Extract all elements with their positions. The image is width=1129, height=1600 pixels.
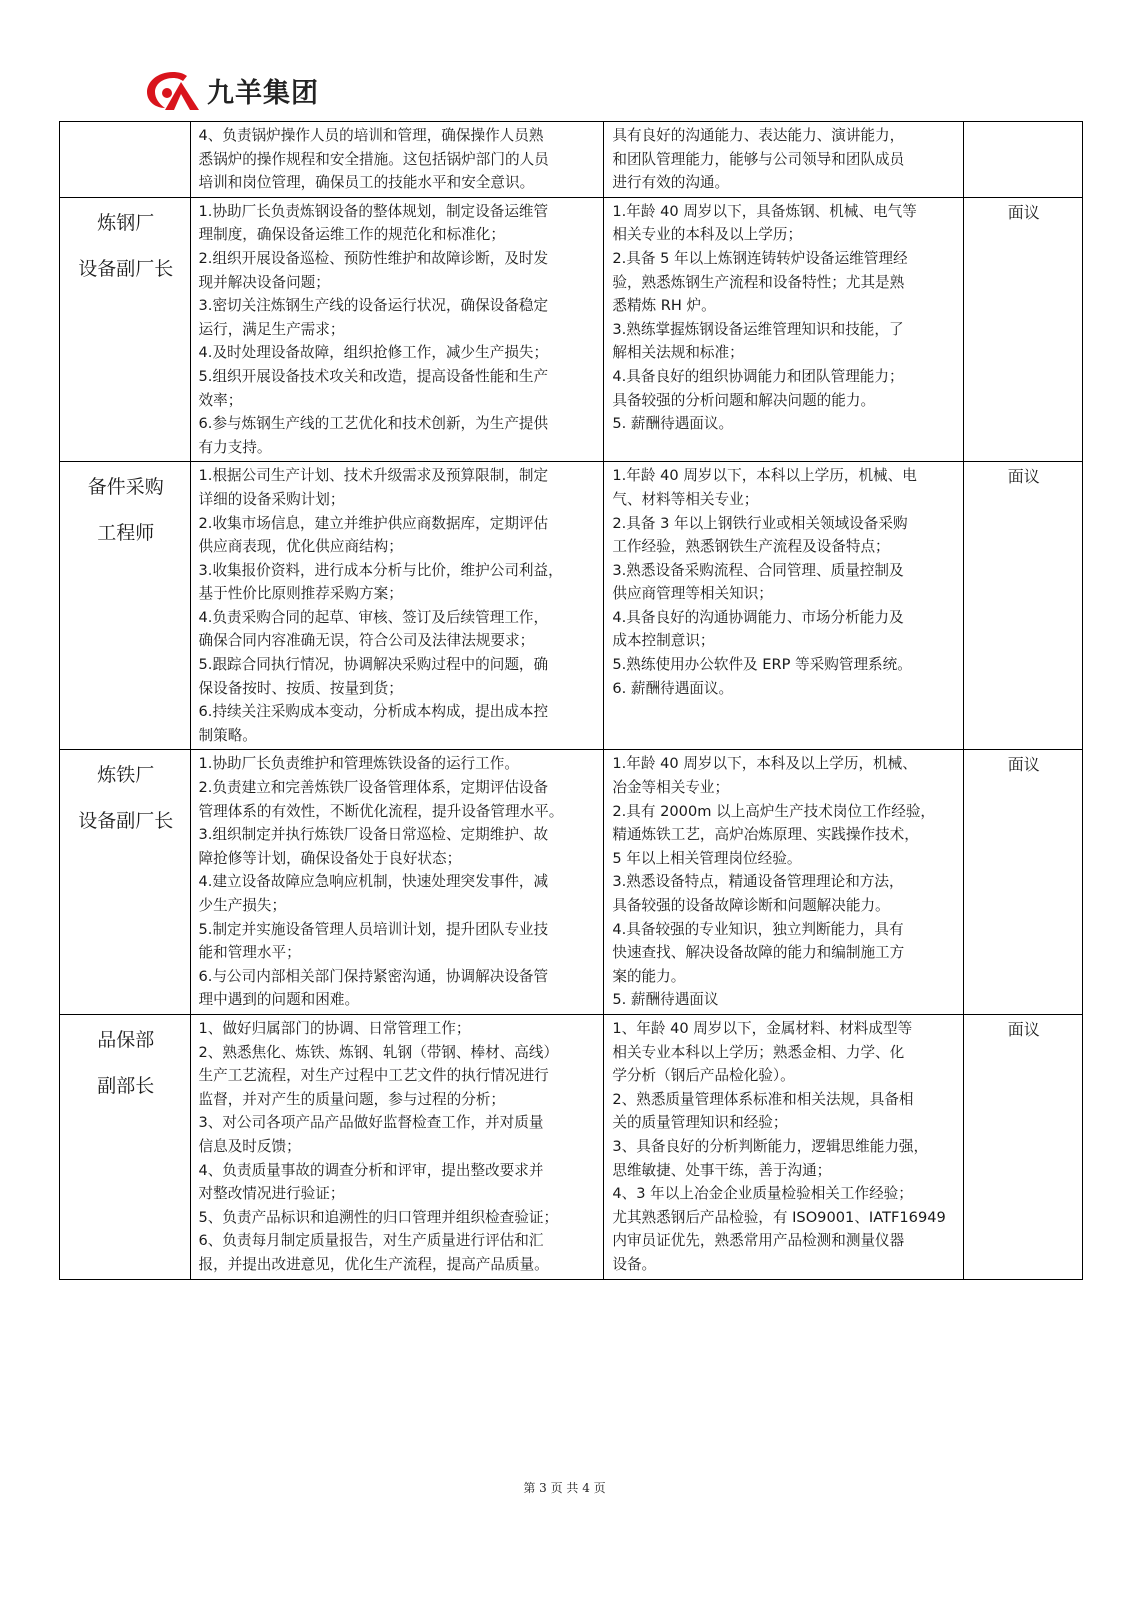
position-title-cell bbox=[60, 750, 191, 1015]
requirement-line: 6. 薪酬待遇面议。 bbox=[612, 679, 734, 697]
duty-line: 5、负责产品标识和追溯性的归口管理并组织检查验证； bbox=[198, 1208, 559, 1226]
duty-line: 供应商表现，优化供应商结构； bbox=[198, 538, 403, 556]
duties-cell bbox=[190, 1014, 604, 1279]
requirement-line: 4.具备较强的专业知识，独立判断能力，具有 bbox=[612, 920, 904, 938]
duty-line: 5.制定并实施设备管理人员培训计划，提升团队专业技 bbox=[198, 920, 549, 938]
position-title: 炼铁厂 bbox=[97, 764, 155, 787]
requirement-line: 4.具备良好的沟通协调能力、市场分析能力及 bbox=[612, 608, 904, 626]
duty-line: 4.负责采购合同的起草、审核、签订及后续管理工作， bbox=[198, 608, 549, 626]
requirement-line: 5. 薪酬待遇面议。 bbox=[612, 415, 734, 433]
position-title: 副部长 bbox=[97, 1074, 155, 1097]
duty-line: 4.及时处理设备故障，组织抢修工作，减少生产损失； bbox=[198, 344, 549, 362]
requirement-line: 2、熟悉质量管理体系标准和相关法规，具备相 bbox=[612, 1090, 914, 1108]
duty-line: 少生产损失； bbox=[198, 897, 287, 914]
requirement-line: 验，熟悉炼钢生产流程和设备特性；尤其是熟 bbox=[612, 273, 905, 291]
requirement-line: 5. 薪酬待遇面议 bbox=[612, 991, 719, 1009]
duty-line: 5.跟踪合同执行情况，协调解决采购过程中的问题，确 bbox=[198, 656, 549, 674]
requirement-line: 2.具备 3 年以上钢铁行业或相关领域设备采购 bbox=[612, 514, 908, 532]
duty-line: 运行，满足生产需求； bbox=[198, 320, 345, 338]
requirements-cell bbox=[604, 1014, 963, 1279]
requirements-cell bbox=[604, 750, 963, 1015]
duty-line: 基于性价比原则推荐采购方案； bbox=[198, 585, 403, 603]
requirements-cell bbox=[604, 122, 963, 198]
duty-line: 1.协助厂长负责炼钢设备的整体规划，制定设备运维管 bbox=[198, 202, 549, 220]
requirement-line: 案的能力。 bbox=[612, 967, 686, 985]
table-row bbox=[60, 462, 1083, 750]
position-title: 品保部 bbox=[97, 1028, 155, 1051]
duties-cell bbox=[190, 122, 604, 198]
duty-line: 生产工艺流程，对生产过程中工艺文件的执行情况进行 bbox=[198, 1067, 549, 1085]
requirement-line: 进行有效的沟通。 bbox=[612, 174, 730, 192]
requirements-cell bbox=[604, 462, 963, 750]
duty-line: 管理体系的有效性，不断优化流程，提升设备管理水平。 bbox=[198, 802, 564, 820]
requirements-cell bbox=[604, 197, 963, 462]
requirement-line: 5 年以上相关管理岗位经验。 bbox=[612, 849, 802, 867]
duty-line: 6.参与炼钢生产线的工艺优化和技术创新，为生产提供 bbox=[198, 415, 549, 433]
duty-line: 保设备按时、按质、按量到货； bbox=[198, 679, 403, 697]
duty-line: 报，并提出改进意见，优化生产流程，提高产品质量。 bbox=[198, 1255, 549, 1273]
duty-line: 6.与公司内部相关部门保持紧密沟通，协调解决设备管 bbox=[198, 967, 549, 985]
interview-method-cell: 面议 bbox=[963, 750, 1082, 1015]
position-title-cell bbox=[60, 122, 191, 198]
requirement-line: 3.熟悉设备特点，精通设备管理理论和方法， bbox=[612, 873, 904, 891]
page-number: 第 3 页 共 4 页 bbox=[523, 1481, 606, 1495]
requirement-line: 1、年龄 40 周岁以下，金属材料、材料成型等 bbox=[612, 1019, 913, 1037]
company-name: 九羊集团 bbox=[207, 77, 319, 109]
duty-line: 理制度，确保设备运维工作的规范化和标准化； bbox=[198, 226, 505, 244]
duty-line: 培训和岗位管理，确保员工的技能水平和安全意识。 bbox=[198, 174, 535, 192]
table-row bbox=[60, 122, 1083, 198]
requirement-line: 工作经验，熟悉钢铁生产流程及设备特点； bbox=[612, 538, 890, 556]
duties-cell bbox=[190, 462, 604, 750]
requirement-line: 1.年龄 40 周岁以下，具备炼钢、机械、电气等 bbox=[612, 202, 917, 220]
position-title-cell bbox=[60, 197, 191, 462]
requirement-line: 2.具备 5 年以上炼钢连铸转炉设备运维管理经 bbox=[612, 249, 908, 267]
requirement-line: 3、具备良好的分析判断能力，逻辑思维能力强， bbox=[612, 1137, 929, 1155]
duty-line: 1.根据公司生产计划、技术升级需求及预算限制，制定 bbox=[198, 467, 549, 485]
requirement-line: 和团队管理能力，能够与公司领导和团队成员 bbox=[612, 150, 905, 168]
duty-line: 效率； bbox=[198, 391, 243, 409]
requirement-line: 1.年龄 40 周岁以下，本科以上学历，机械、电 bbox=[612, 467, 917, 485]
position-title-cell bbox=[60, 462, 191, 750]
requirement-line: 供应商管理等相关知识； bbox=[612, 585, 773, 603]
duty-line: 确保合同内容准确无误，符合公司及法律法规要求； bbox=[198, 632, 535, 650]
requirement-line: 冶金等相关专业； bbox=[612, 779, 730, 797]
requirement-line: 精通炼铁工艺，高炉冶炼原理、实践操作技术， bbox=[612, 826, 919, 844]
duty-line: 3.密切关注炼钢生产线的设备运行状况，确保设备稳定 bbox=[198, 297, 549, 315]
duty-line: 2.收集市场信息，建立并维护供应商数据库，定期评估 bbox=[198, 514, 549, 532]
duty-line: 现并解决设备问题； bbox=[198, 273, 330, 291]
interview-method-cell: 面议 bbox=[963, 1014, 1082, 1279]
page-header bbox=[143, 68, 319, 112]
requirement-line: 具备较强的分析问题和解决问题的能力。 bbox=[612, 391, 876, 409]
table-row bbox=[60, 197, 1083, 462]
requirement-line: 相关专业的本科及以上学历； bbox=[612, 226, 803, 244]
requirement-line: 思维敏捷、处事干练，善于沟通； bbox=[612, 1161, 832, 1179]
duty-line: 障抢修等计划，确保设备处于良好状态； bbox=[198, 849, 462, 867]
position-title: 炼钢厂 bbox=[97, 211, 155, 234]
duty-line: 1、做好归属部门的协调、日常管理工作； bbox=[198, 1019, 471, 1037]
requirement-line: 尤其熟悉钢后产品检验，有 ISO9001、IATF16949 bbox=[612, 1208, 946, 1226]
requirement-line: 3.熟悉设备采购流程、合同管理、质量控制及 bbox=[612, 561, 904, 579]
requirement-line: 悉精炼 RH 炉。 bbox=[612, 297, 716, 315]
requirement-line: 气、材料等相关专业； bbox=[612, 490, 759, 508]
duty-line: 能和管理水平； bbox=[198, 944, 301, 962]
position-title-cell bbox=[60, 1014, 191, 1279]
requirement-line: 具有良好的沟通能力、表达能力、演讲能力， bbox=[612, 127, 905, 144]
requirement-line: 3.熟练掌握炼钢设备运维管理知识和技能，了 bbox=[612, 320, 904, 338]
duty-line: 6.持续关注采购成本变动，分析成本构成，提出成本控 bbox=[198, 703, 549, 721]
table-row bbox=[60, 750, 1083, 1015]
duties-cell bbox=[190, 197, 604, 462]
duty-line: 信息及时反馈； bbox=[198, 1137, 301, 1155]
requirement-line: 具备较强的设备故障诊断和问题解决能力。 bbox=[612, 897, 890, 914]
duty-line: 3.组织制定并执行炼铁厂设备日常巡检、定期维护、故 bbox=[198, 826, 549, 844]
duty-line: 4.建立设备故障应急响应机制，快速处理突发事件，减 bbox=[198, 873, 549, 891]
position-title: 设备副厂长 bbox=[78, 810, 174, 833]
position-title: 工程师 bbox=[97, 522, 155, 545]
requirement-line: 2.具有 2000m 以上高炉生产技术岗位工作经验， bbox=[612, 802, 936, 820]
requirement-line: 4.具备良好的组织协调能力和团队管理能力； bbox=[612, 367, 904, 385]
duties-cell bbox=[190, 750, 604, 1015]
interview-method-cell: 面议 bbox=[963, 197, 1082, 462]
duty-line: 有力支持。 bbox=[198, 438, 272, 456]
requirement-line: 关的质量管理知识和经验； bbox=[612, 1114, 788, 1132]
duty-line: 悉锅炉的操作规程和安全措施。这包括锅炉部门的人员 bbox=[198, 150, 549, 168]
duty-line: 5.组织开展设备技术攻关和改造，提高设备性能和生产 bbox=[198, 367, 549, 385]
duty-line: 理中遇到的问题和困难。 bbox=[198, 991, 360, 1009]
duty-line: 监督，并对产生的质量问题，参与过程的分析； bbox=[198, 1090, 505, 1108]
requirement-line: 相关专业本科以上学历；熟悉金相、力学、化 bbox=[612, 1043, 905, 1061]
job-table bbox=[59, 121, 1083, 1280]
duty-line: 1.协助厂长负责维护和管理炼铁设备的运行工作。 bbox=[198, 755, 519, 773]
requirement-line: 成本控制意识； bbox=[612, 632, 715, 650]
requirement-line: 4、3 年以上冶金企业质量检验相关工作经验； bbox=[612, 1185, 913, 1203]
requirement-line: 设备。 bbox=[612, 1255, 657, 1273]
duty-line: 3.收集报价资料，进行成本分析与比价，维护公司利益， bbox=[198, 561, 563, 579]
duty-line: 对整改情况进行验证； bbox=[198, 1185, 345, 1203]
position-title: 设备副厂长 bbox=[78, 257, 174, 280]
duty-line: 详细的设备采购计划； bbox=[198, 490, 345, 508]
duty-line: 3、对公司各项产品产品做好监督检查工作，并对质量 bbox=[198, 1114, 544, 1132]
table-row bbox=[60, 1014, 1083, 1279]
requirement-line: 1.年龄 40 周岁以下，本科及以上学历，机械、 bbox=[612, 755, 917, 773]
duty-line: 制策略。 bbox=[198, 726, 257, 744]
requirement-line: 解相关法规和标准； bbox=[612, 344, 744, 362]
requirement-line: 5.熟练使用办公软件及 ERP 等采购管理系统。 bbox=[612, 656, 912, 674]
requirement-line: 快速查找、解决设备故障的能力和编制施工方 bbox=[612, 944, 905, 962]
duty-line: 4、负责质量事故的调查分析和评审，提出整改要求并 bbox=[198, 1161, 544, 1179]
duty-line: 2.组织开展设备巡检、预防性维护和故障诊断，及时发 bbox=[198, 249, 549, 267]
company-logo-icon bbox=[143, 68, 203, 112]
position-title: 备件采购 bbox=[87, 476, 164, 499]
requirement-line: 内审员证优先，熟悉常用产品检测和测量仪器 bbox=[612, 1232, 905, 1250]
duty-line: 4、负责锅炉操作人员的培训和管理，确保操作人员熟 bbox=[198, 127, 544, 144]
requirement-line: 学分析（钢后产品检化验）。 bbox=[612, 1067, 795, 1085]
duty-line: 6、负责每月制定质量报告，对生产质量进行评估和汇 bbox=[198, 1232, 544, 1250]
duty-line: 2.负责建立和完善炼铁厂设备管理体系，定期评估设备 bbox=[198, 779, 549, 797]
interview-method-cell: 面议 bbox=[963, 462, 1082, 750]
interview-method-cell bbox=[963, 122, 1082, 198]
duty-line: 2、熟悉焦化、炼铁、炼钢、轧钢（带钢、棒材、高线） bbox=[198, 1043, 559, 1061]
